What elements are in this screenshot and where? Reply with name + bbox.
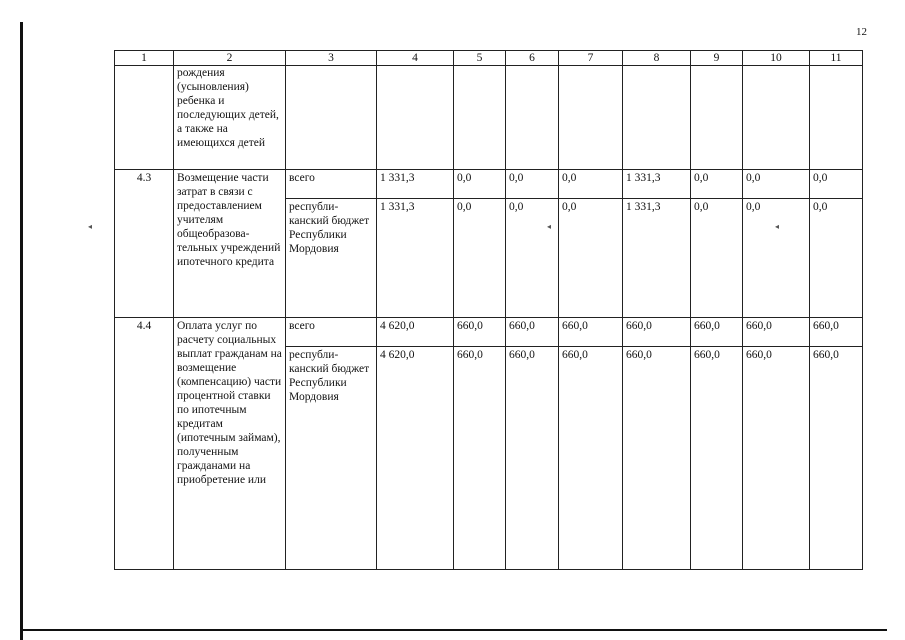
value-cell: 0,0: [691, 170, 743, 199]
funding-source: всего: [286, 318, 377, 347]
table-row-continuation: [115, 66, 863, 170]
value-cell: 660,0: [454, 347, 506, 570]
scan-speck: ◂: [88, 222, 93, 231]
value-cell: 660,0: [810, 347, 863, 570]
value-cell: 660,0: [506, 347, 559, 570]
value-cell: 0,0: [691, 199, 743, 318]
column-header: 8: [623, 51, 691, 66]
scan-bottom-border: [20, 629, 887, 631]
item-number: 4.4: [115, 318, 174, 570]
value-cell: 660,0: [559, 318, 623, 347]
scan-speck: ◂: [775, 222, 780, 231]
value-cell: 1 331,3: [623, 170, 691, 199]
value-cell: 660,0: [506, 318, 559, 347]
scan-left-border: [20, 22, 23, 640]
column-header: 10: [743, 51, 810, 66]
value-cell: 660,0: [623, 318, 691, 347]
value-cell: 0,0: [810, 199, 863, 318]
header-row: [115, 51, 863, 66]
value-cell: 0,0: [743, 199, 810, 318]
value-cell: 0,0: [559, 199, 623, 318]
value-cell: 660,0: [691, 347, 743, 570]
item-number: 4.3: [115, 170, 174, 318]
value-cell: 660,0: [691, 318, 743, 347]
column-header: 6: [506, 51, 559, 66]
page-number: 12: [856, 26, 867, 38]
value-cell: 660,0: [454, 318, 506, 347]
value-cell: 660,0: [743, 318, 810, 347]
value-cell: 660,0: [810, 318, 863, 347]
value-cell: 660,0: [743, 347, 810, 570]
value-cell: 1 331,3: [623, 199, 691, 318]
table-row: [115, 318, 863, 347]
column-header: 7: [559, 51, 623, 66]
value-cell: 660,0: [559, 347, 623, 570]
value-cell: 0,0: [454, 170, 506, 199]
value-cell: 0,0: [810, 170, 863, 199]
value-cell: 0,0: [454, 199, 506, 318]
funding-source: всего: [286, 170, 377, 199]
value-cell: 0,0: [743, 170, 810, 199]
value-cell: 1 331,3: [377, 199, 454, 318]
funding-source: республи-канский бюджет Республики Мордовия: [286, 199, 377, 318]
value-cell: 1 331,3: [377, 170, 454, 199]
item-name-continuation: рождения (усыновления) ребенка и последующих детей, а также на имеющихся детей: [174, 66, 286, 170]
value-cell: 660,0: [623, 347, 691, 570]
value-cell: 4 620,0: [377, 347, 454, 570]
item-name: Возмещение части затрат в связи с предоставлением учителям общеобразова-тельных учреждений ипотечного кредита: [174, 170, 286, 318]
table-row: [115, 170, 863, 199]
item-name: Оплата услуг по расчету социальных выплат гражданам на возмещение (компенсацию) части процентной ставки по ипотечным кредитам (ипотечным займам), полученным гражданами на приобретение или: [174, 318, 286, 570]
column-header: 9: [691, 51, 743, 66]
value-cell: 0,0: [506, 199, 559, 318]
scan-speck: ◂: [547, 222, 552, 231]
value-cell: 0,0: [506, 170, 559, 199]
column-header: 5: [454, 51, 506, 66]
column-header: 4: [377, 51, 454, 66]
column-header: 1: [115, 51, 174, 66]
budget-table: [114, 50, 863, 570]
column-header: 2: [174, 51, 286, 66]
column-header: 11: [810, 51, 863, 66]
funding-source: республи-канский бюджет Республики Мордовия: [286, 347, 377, 570]
value-cell: 4 620,0: [377, 318, 454, 347]
value-cell: 0,0: [559, 170, 623, 199]
column-header: 3: [286, 51, 377, 66]
